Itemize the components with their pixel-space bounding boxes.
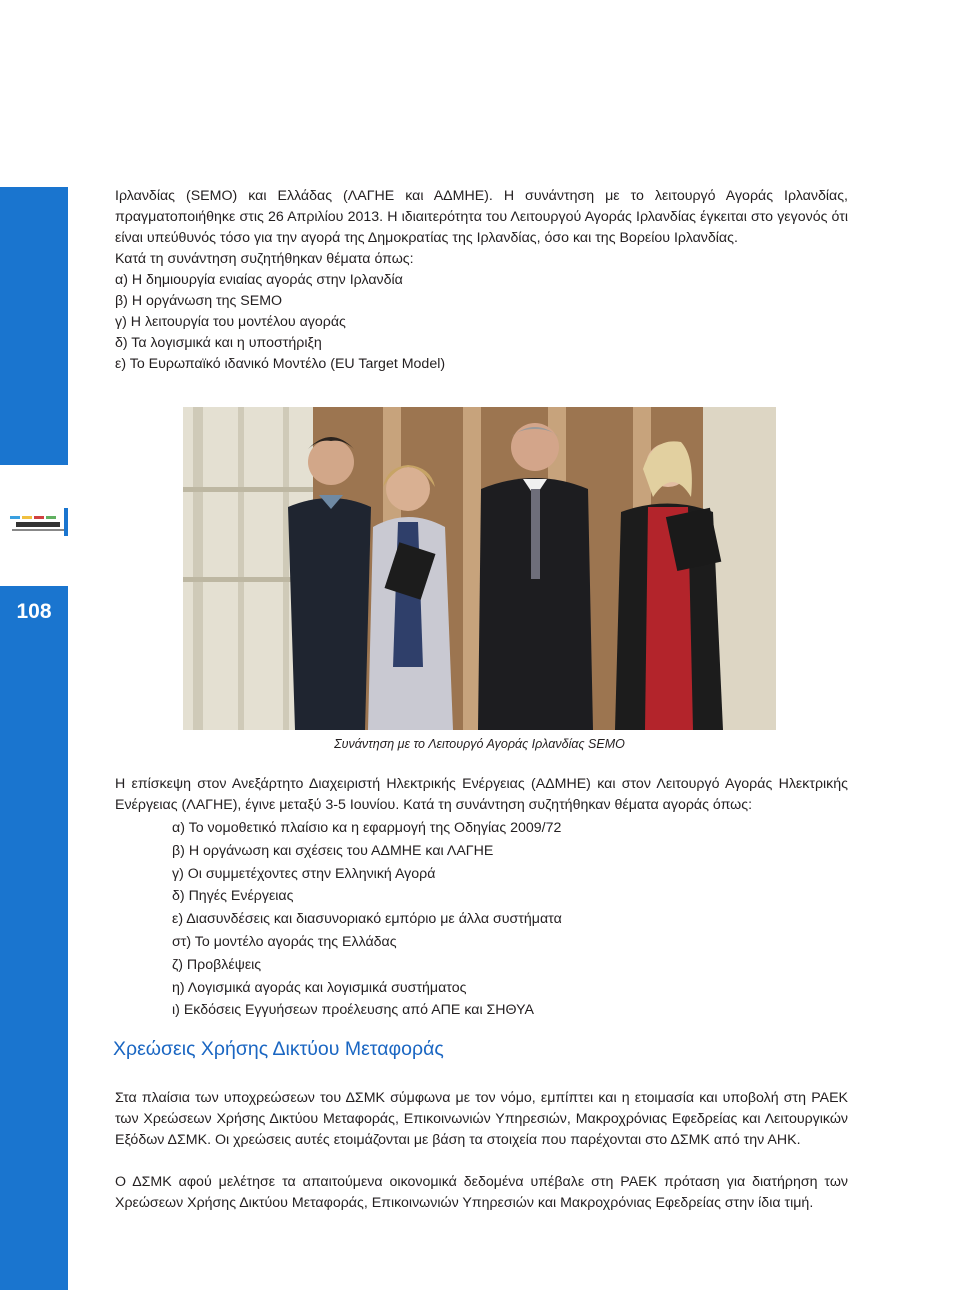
intro-paragraph: Ιρλανδίας (SEMO) και Ελλάδας (ΛΑΓΗΕ και ΑΔΜΗΕ). Η συνάντηση με το λειτουργό Αγοράς Ιρλανδίας, πραγματοποιήθηκε στις 26 Απριλίου 2013. Η ιδιαιτερότητα του Λειτουργού Αγοράς Ιρλανδίας έγκειται στο γεγονός ότι είναι υπεύθυνός τόσο για την αγορά της Δημοκρατίας της Ιρλανδίας, όσο και της Βορείου Ιρλανδίας. — [115, 188, 848, 246]
photo-caption: Συνάντηση με το Λειτουργό Αγοράς Ιρλανδίας SEMO — [334, 737, 625, 751]
list-item: γ) Η λειτουργία του μοντέλου αγοράς — [115, 314, 346, 330]
visit-paragraph: Η επίσκεψη στον Ανεξάρτητο Διαχειριστή Ηλεκτρικής Ενέργειας (ΑΔΜΗΕ) και στον Λειτουργό Αγοράς Ηλεκτρικής Ενέργειας (ΛΑΓΗΕ), έγινε μεταξύ 3-5 Ιουνίου. Κατά τη συνάντηση συζητήθηκαν θέματα αγοράς όπως: — [115, 776, 848, 813]
side-bar-top — [0, 187, 68, 465]
list-item: ζ) Προβλέψεις — [172, 956, 262, 973]
topics-intro: Κατά τη συνάντηση συζητήθηκαν θέματα όπως: — [115, 251, 414, 267]
list-item: ι) Εκδόσεις Εγγυήσεων προέλευσης από ΑΠΕ και ΣΗΘΥΑ — [172, 1002, 535, 1019]
meeting-photo — [183, 407, 776, 730]
list-item: η) Λογισμικά αγοράς και λογισμικά συστήματος — [172, 979, 467, 996]
list-item: β) Η οργάνωση της SEMO — [115, 293, 283, 309]
list-item: ε) Διασυνδέσεις και διασυνοριακό εμπόριο με άλλα συστήματα — [172, 911, 562, 928]
section-heading: Χρεώσεις Χρήσης Δικτύου Μεταφοράς — [113, 1038, 444, 1060]
side-bar-bottom — [0, 586, 68, 1290]
section-paragraph-1: Στα πλαίσια των υποχρεώσεων του ΔΣΜΚ σύμφωνα με τον νόμο, εμπίπτει και η ετοιμασία και υποβολή στη ΡΑΕΚ των Χρεώσεων Χρήσης Δικτύου Μεταφοράς, Επικοινωνιών Υπηρεσιών, Μακροχρόνιας Εφεδρείας και Λειτουργικών Εξόδων ΔΣΜΚ. Οι χρεώσεις αυτές ετοιμάζονται με βάση τα στοιχεία που παρέχονται στο ΔΣΜΚ από την ΑΗΚ. — [115, 1090, 848, 1148]
company-logo-icon — [6, 504, 70, 542]
list-item: δ) Τα λογισμικά και η υποστήριξη — [115, 335, 322, 351]
section-paragraph-2: Ο ΔΣΜΚ αφού μελέτησε τα απαιτούμενα οικονομικά δεδομένα υπέβαλε στη ΡΑΕΚ πρόταση για διατήρηση των Χρεώσεων Χρήσης Δικτύου Μεταφοράς, Επικοινωνιών Υπηρεσιών και Μακροχρόνιας Εφεδρείας στην ίδια τιμή. — [115, 1174, 848, 1211]
list-item: α) Η δημιουργία ενιαίας αγοράς στην Ιρλανδία — [115, 272, 403, 288]
market-topics-list — [172, 817, 562, 1022]
list-item: δ) Πηγές Ενέργειας — [172, 888, 294, 905]
list-item: β) Η οργάνωση και σχέσεις του ΑΔΜΗΕ και ΛΑΓΗΕ — [172, 842, 494, 859]
page-number: 108 — [16, 600, 52, 623]
list-item: α) Το νομοθετικό πλαίσιο κα η εφαρμογή της Οδηγίας 2009/72 — [172, 820, 562, 836]
list-item: γ) Οι συμμετέχοντες στην Ελληνική Αγορά — [172, 865, 436, 882]
list-item: στ) Το μοντέλο αγοράς της Ελλάδας — [172, 933, 397, 950]
list-item: ε) Το Ευρωπαϊκό ιδανικό Μοντέλο (EU Target Model) — [115, 356, 446, 372]
topics-block — [115, 249, 848, 375]
